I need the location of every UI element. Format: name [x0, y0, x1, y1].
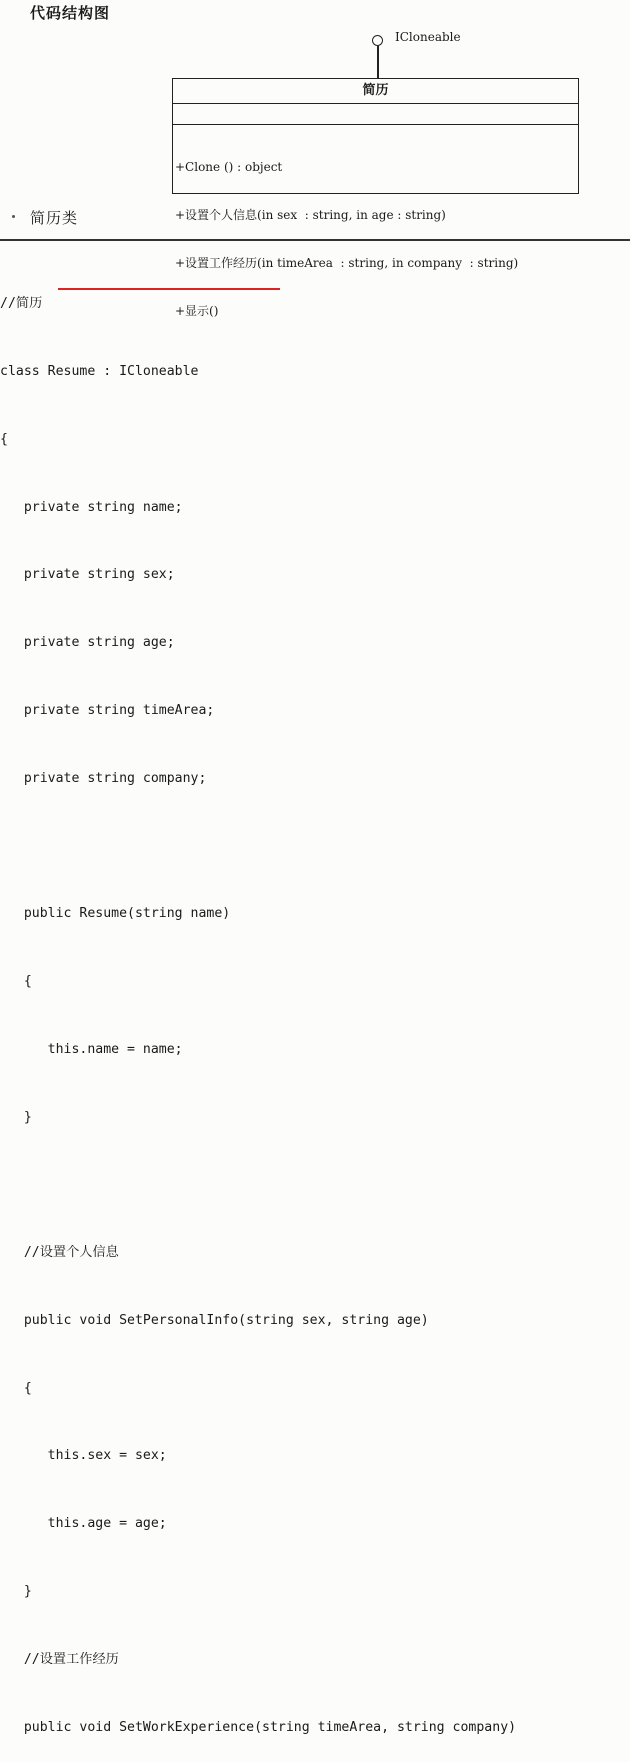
uml-operation: +显示()	[175, 304, 219, 318]
code-line: public Resume(string name)	[0, 906, 231, 922]
code-line: private string age;	[0, 635, 175, 651]
code-line: }	[0, 1584, 32, 1600]
code-line: {	[0, 431, 8, 447]
section-title-resume-class: 简历类	[30, 209, 79, 227]
code-line: //简历	[0, 296, 43, 312]
code-line	[0, 835, 516, 858]
code-line: {	[0, 1380, 32, 1396]
uml-class-box	[172, 78, 579, 318]
code-line: private string name;	[0, 499, 183, 515]
interface-connector	[377, 46, 379, 78]
code-line: public void SetPersonalInfo(string sex, string age)	[0, 1312, 429, 1328]
code-line: //设置个人信息	[0, 1245, 119, 1261]
code-line: private string timeArea;	[0, 702, 215, 718]
code-line: public void SetWorkExperience(string timeArea, string company)	[0, 1719, 517, 1735]
code-line: }	[0, 1109, 32, 1125]
code-line	[0, 1174, 516, 1197]
code-line: class Resume : ICloneable	[0, 363, 199, 379]
code-line: {	[0, 974, 32, 989]
code-line: //设置工作经历	[0, 1651, 119, 1667]
code-line: private string company;	[0, 770, 207, 786]
uml-operation: +Clone () : object	[175, 160, 283, 174]
interface-lollipop-icon	[372, 35, 383, 46]
code-block	[0, 248, 516, 1762]
code-line: private string sex;	[0, 567, 175, 583]
code-line: this.name = name;	[0, 1041, 183, 1057]
bullet-dot	[12, 215, 15, 218]
section-title-code-structure: 代码结构图	[30, 4, 111, 22]
uml-class-name: 简历	[173, 79, 578, 104]
uml-operation: +设置个人信息(in sex : string, in age : string)	[175, 208, 446, 222]
uml-operation: +设置工作经历(in timeArea : string, in company : string)	[175, 256, 519, 270]
code-line: this.sex = sex;	[0, 1448, 167, 1464]
highlight-underline	[58, 288, 280, 290]
divider	[0, 239, 630, 241]
uml-attributes	[173, 104, 578, 125]
code-line: this.age = age;	[0, 1516, 167, 1532]
interface-label: ICloneable	[395, 30, 461, 44]
